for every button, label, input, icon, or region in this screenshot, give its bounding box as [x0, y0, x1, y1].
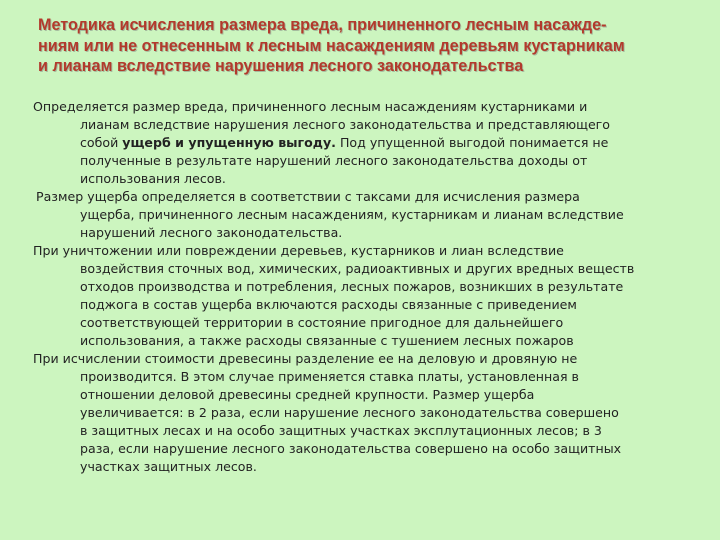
- title-line: ниям или не отнесенным к лесным насаждениям деревьям кустарникам: [38, 36, 625, 55]
- paragraph-line: использования, а также расходы связанные с тушением лесных пожаров: [80, 333, 574, 348]
- paragraph-line: поджога в состав ущерба включаются расходы связанные с приведением: [80, 297, 577, 312]
- paragraph-line: Размер ущерба определяется в соответствии с таксами для исчисления размера: [36, 189, 580, 204]
- line-text: собой: [80, 135, 123, 150]
- paragraph-damage-definition: [33, 98, 697, 188]
- bold-term: ущерб и упущенную выгоду.: [122, 135, 336, 150]
- paragraph-line: воздействия сточных вод, химических, радиоактивных и других вредных веществ: [80, 261, 635, 276]
- paragraph-line: отходов производства и потребления, лесных пожаров, возникших в результате: [80, 279, 624, 294]
- paragraph-wood-cost: [33, 350, 697, 476]
- paragraph-line: раза, если нарушение лесного законодательства совершено на особо защитных: [80, 441, 622, 456]
- paragraph-line: ущерба, причиненного лесным насаждениям, кустарникам и лианам вследствие: [80, 207, 624, 222]
- title-line: и лианам вследствие нарушения лесного законодательства: [38, 57, 524, 75]
- paragraph-damage-size: [33, 188, 697, 242]
- paragraph-line: При уничтожении или повреждении деревьев, кустарников и лиан вследствие: [33, 243, 564, 258]
- paragraph-line: Определяется размер вреда, причиненного лесным насаждениям кустарниками и: [33, 99, 588, 114]
- paragraph-line: лианам вследствие нарушения лесного законодательства и представляющего: [80, 117, 611, 132]
- slide-title: [38, 15, 702, 77]
- paragraph-line: в защитных лесах и на особо защитных участках эксплутационных лесов; в 3: [80, 423, 602, 438]
- paragraph-line: [33, 134, 697, 152]
- paragraph-line: отношении деловой древесины средней крупности. Размер ущерба: [80, 387, 535, 402]
- paragraph-line: производится. В этом случае применяется ставка платы, установленная в: [80, 369, 579, 384]
- title-line: Методика исчисления размера вреда, причиненного лесным насажде-: [38, 16, 607, 34]
- paragraph-line: увеличивается: в 2 раза, если нарушение лесного законодательства совершено: [80, 405, 619, 420]
- paragraph-line: использования лесов.: [80, 171, 226, 186]
- paragraph-destruction: [33, 242, 697, 350]
- paragraph-line: полученные в результате нарушений лесного законодательства доходы от: [80, 153, 588, 168]
- paragraph-line: соответствующей территории в состояние пригодное для дальнейшего: [80, 315, 564, 330]
- line-text: Под упущенной выгодой понимается не: [335, 135, 609, 150]
- slide-body: [33, 98, 697, 476]
- paragraph-line: участках защитных лесов.: [80, 459, 257, 474]
- paragraph-line: При исчислении стоимости древесины разделение ее на деловую и дровяную не: [33, 351, 578, 366]
- paragraph-line: нарушений лесного законодательства.: [80, 225, 343, 240]
